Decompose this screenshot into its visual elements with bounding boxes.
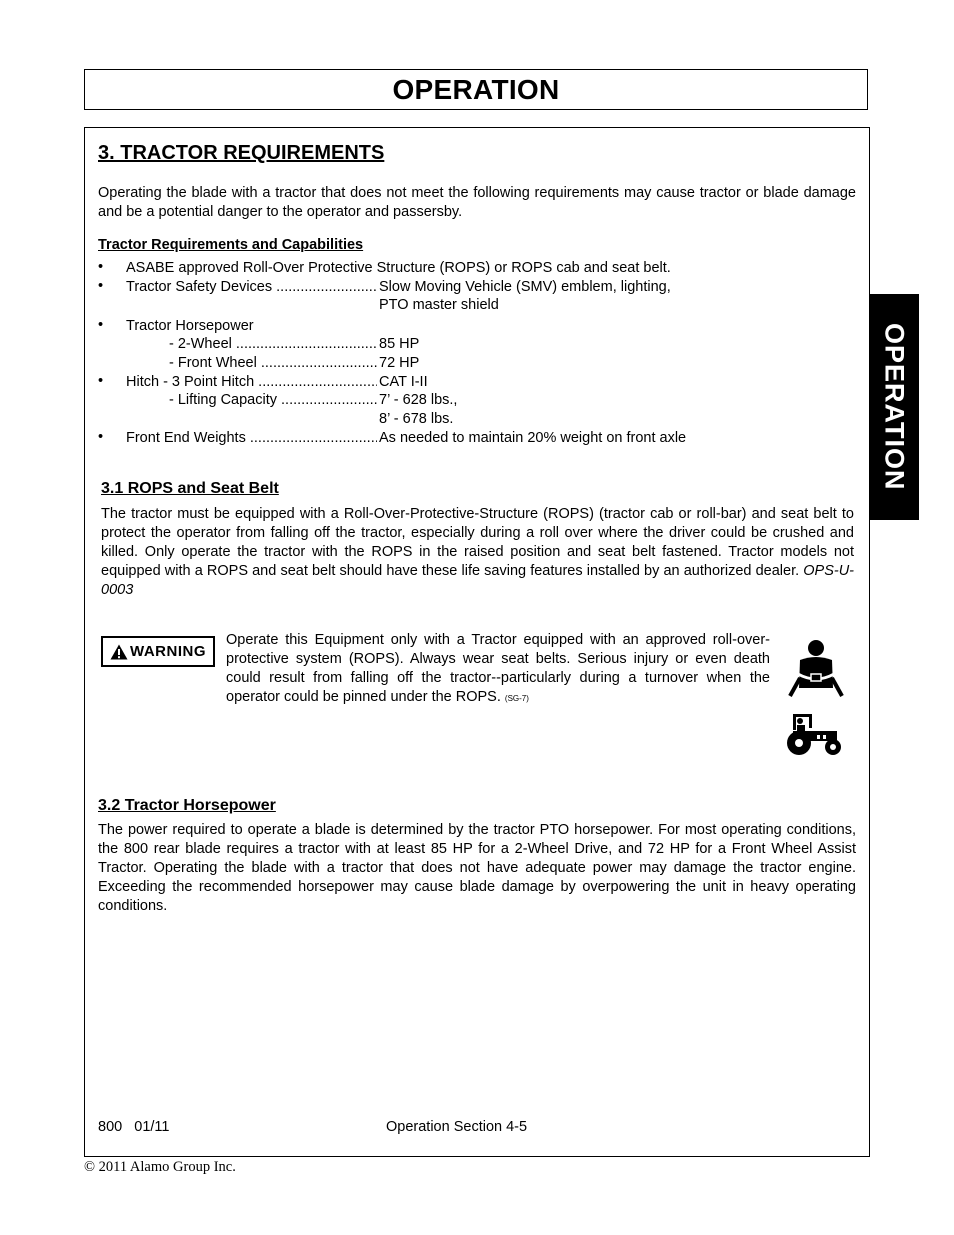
bullet: • (98, 317, 104, 333)
req-hp-label: Tractor Horsepower (126, 318, 254, 334)
warning-triangle-icon (110, 644, 128, 660)
rops-text: The tractor must be equipped with a Roll-Over-Protective-Structure (ROPS) (tractor cab or roll-bar) and seat belt to protect the operator from falling off the tractor, especially during a roll over where the driver could be crushed and killed. Only operate the tractor with the ROPS in the raised position and seat belt fastened. Tractor models not equipped with a ROPS and seat belt should have these life saving features installed by an authorized dealer. (101, 506, 854, 579)
req-hitch-label (126, 373, 377, 392)
bullet: • (98, 278, 104, 294)
warning-badge (101, 636, 215, 667)
warning-label: WARNING (130, 643, 206, 660)
req-weights-label (126, 429, 377, 448)
footer-page-number: Operation Section 4-5 (386, 1119, 528, 1135)
req-lifting-label (169, 391, 377, 410)
warning-paragraph (226, 631, 770, 708)
label-text: - Lifting Capacity (169, 392, 277, 408)
req-rops: ASABE approved Roll-Over Protective Structure (ROPS) or ROPS cab and seat belt. (126, 260, 671, 276)
leader (169, 354, 377, 373)
req-lifting-value-1: 7’ - 628 lbs., (379, 392, 458, 408)
copyright: © 2011 Alamo Group Inc. (84, 1159, 236, 1175)
header-title: OPERATION (392, 73, 560, 105)
side-tab (869, 294, 919, 520)
tractor-icon (783, 711, 847, 757)
req-safety-value-1: Slow Moving Vehicle (SMV) emblem, lighting, (379, 279, 671, 295)
bullet: • (98, 429, 104, 445)
footer-model-date: 800 01/11 (98, 1119, 170, 1135)
leader (126, 373, 377, 392)
horsepower-title: 3.2 Tractor Horsepower (98, 797, 276, 814)
seat-belt-icon (786, 638, 846, 700)
req-hitch-value: CAT I-II (379, 374, 428, 390)
requirements-heading: Tractor Requirements and Capabilities (98, 237, 364, 253)
req-front-wheel-label (169, 354, 377, 373)
rops-title: 3.1 ROPS and Seat Belt (101, 480, 279, 497)
leader (126, 278, 377, 297)
label-text: - Front Wheel (169, 355, 257, 371)
bullet: • (98, 373, 104, 389)
req-2wheel-label (169, 335, 377, 354)
req-safety-value-2: PTO master shield (379, 297, 499, 313)
req-safety-label (126, 278, 377, 297)
label-text: - 2-Wheel (169, 336, 232, 352)
label-text: Tractor Safety Devices (126, 279, 273, 295)
leader (169, 335, 377, 354)
page-header (84, 69, 868, 110)
req-2wheel-value: 85 HP (379, 336, 420, 352)
intro-paragraph: Operating the blade with a tractor that does not meet the following requirements may cause tractor or blade damage and be a potential danger to the operator and passersby. (98, 185, 856, 220)
rops-paragraph (101, 505, 854, 600)
leader (169, 391, 377, 410)
side-tab-label: OPERATION (879, 323, 910, 491)
section-title: 3. TRACTOR REQUIREMENTS (98, 142, 385, 164)
warning-ref: (SG-7) (504, 694, 529, 703)
label-text: Front End Weights (126, 430, 246, 446)
horsepower-paragraph: The power required to operate a blade is determined by the tractor PTO horsepower. For most operating conditions, the 800 rear blade requires a tractor with at least 85 HP for a 2-Wheel Drive, and 72 HP for a Front Wheel Assist Tractor. Operating the blade with a tractor that does not have adequate power may damage the tractor engine. Exceeding the recommended horsepower may cause blade damage by overpowering the unit in heavy operating conditions. (98, 822, 856, 914)
warning-text: Operate this Equipment only with a Tractor equipped with an approved roll-over-protective system (ROPS). Always wear seat belts. Serious injury or even death could result from falling off the tractor--particularly during a turnover when the operator could be pinned under the ROPS. (226, 632, 770, 705)
req-lifting-value-2: 8’ - 678 lbs. (379, 411, 454, 427)
label-text: Hitch - 3 Point Hitch (126, 374, 255, 390)
bullet: • (98, 259, 104, 275)
req-weights-value: As needed to maintain 20% weight on front axle (379, 430, 687, 446)
rops-ref: OPS-U- 0003 (101, 563, 855, 598)
leader (126, 429, 377, 448)
req-front-wheel-value: 72 HP (379, 355, 420, 371)
